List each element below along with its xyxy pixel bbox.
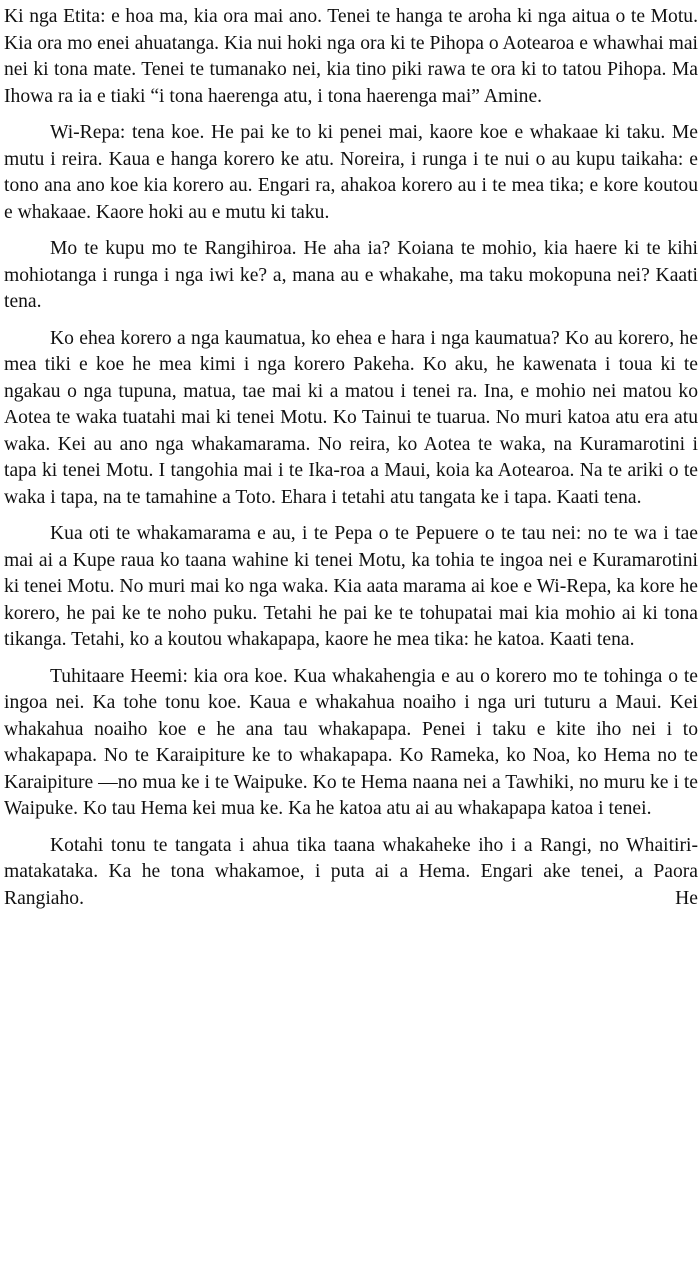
paragraph-letter-to-editors: Ki nga Etita: e hoa ma, kia ora mai ano. Tenei te hanga te aroha ki nga aitua o te Motu. Kia ora mo enei ahuatanga. Kia nui hoki nga ora ki te Pihopa o Aotearoa e whawhai mai nei ki tona mate. Tenei te tumanako nei, kia tino piki rawa te ora ki to tatou Pihopa. Ma Ihowa ra ia e tiaki “i tona haerenga atu, i tona haerenga mai” Amine. bbox=[4, 6, 698, 107]
paragraph-wi-repa: Wi-Repa: tena koe. He pai ke to ki penei mai, kaore koe e whakaae ki taku. Me mutu i reira. Kaua e hanga korero ke atu. Noreira, i runga i te nui o au kupu taikaha: e tono ana ano koe kia korero au. Engari ra, ahakoa korero au i te mea tika; e kore koutou e whakaae. Kaore hoki au e mutu ki taku. bbox=[4, 122, 698, 223]
paragraph-tuhitaare-heemi: Tuhitaare Heemi: kia ora koe. Kua whakahengia e au o korero mo te tohinga o te ingoa nei. Ka tohe tonu koe. Kaua e whakahua noaiho i nga uri tuturu a Maui. Kei whakahua noaiho koe e he ana tau whakapapa. Penei i taku e kite iho nei i to whakapapa. No te Karaipiture ke to whakapapa. Ko Rameka, ko Noa, ko Hema no te Karaipiture —no mua ke i te Waipuke. Ko te Hema naana nei a Tawhiki, no muru ke i te Waipuke. Ko tau Hema kei mua ke. Ka he katoa atu ai au whakapapa katoa i tenei. bbox=[4, 665, 698, 819]
paragraph-kaumatua-korero: Ko ehea korero a nga kaumatua, ko ehea e hara i nga kaumatua? Ko au korero, he mea tiki e koe he mea kimi i nga korero Pakeha. Ko aku, he kawenata i toua ki te ngakau o nga tupuna, matua, tae mai ki a matou i tenei ra. Ina, e mohio nei matou ko Aotea te waka tuatahi mai ki tenei Motu. Ko Tainui te tuarua. No muri katoa atu era atu waka. Kei au ano nga whakamarama. No reira, ko Aotea te waka, na Kuramarotini i tapa ki tenei Motu. I tangohia mai i te Ika-roa a Maui, koia ka Aotearoa. Na te ariki o te waka i tapa, na te tamahine a Toto. Ehara i tetahi atu tangata ke i tapa. Kaati tena. bbox=[4, 327, 698, 508]
paragraph-rangihiroa: Mo te kupu mo te Rangihiroa. He aha ia? Koiana te mohio, kia haere ki te kihi mohiotanga i runga i nga iwi ke? a, mana au e whakahe, ma taku mokopuna nei? Kaati tena. bbox=[4, 238, 698, 312]
paragraph-whakamarama: Kua oti te whakamarama e au, i te Pepa o te Pepuere o te tau nei: no te wa i tae mai ai a Kupe raua ko taana wahine ki tenei Motu, ka tohia te ingoa nei e Kuramarotini ki tenei Motu. No muri mai ko nga waka. Kia aata marama ai koe e Wi-Repa, ka kore he korero, he pai ke te noho puku. Tetahi he pai ke te tohupatai mai kia mohio ai ki tona tikanga. Tetahi, ko a koutou whakapapa, kaore he mea tika: he katoa. Kaati tena. bbox=[4, 523, 698, 650]
paragraph-kotahi-tonu: Kotahi tonu te tangata i ahua tika taana whakaheke iho i a Rangi, no Whaitiri-matakataka. Ka he tona whakamoe, i puta ai a Hema. Engari ake tenei, a Paora Rangiaho. He bbox=[4, 834, 698, 909]
